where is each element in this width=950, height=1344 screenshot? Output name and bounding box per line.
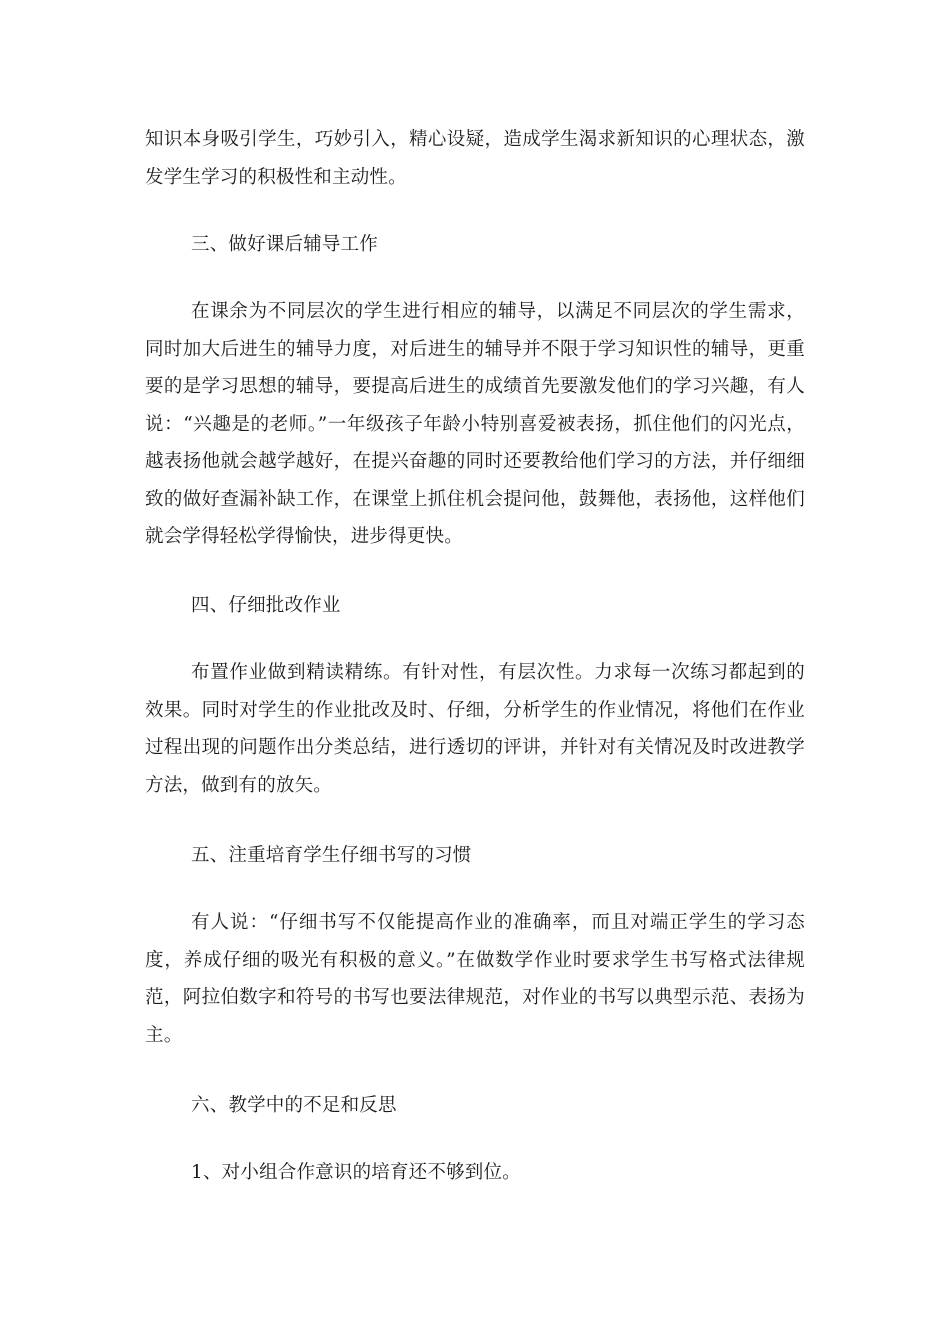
section-heading-6: 六、教学中的不足和反思 (191, 1095, 397, 1116)
paragraph-writing-habits: 有人说：“仔细书写不仅能提高作业的准确率，而且对端正学生的学习态度，养成仔细的吸光有积极的意义。”在做数学作业时要求学生书写格式法律规范，阿拉伯数字和符号的书写也要法律规范，对作业的书写以典型示范、表扬为主。 (145, 912, 805, 1046)
paragraph-continuation: 知识本身吸引学生，巧妙引入，精心设疑，造成学生渴求新知识的心理状态，激发学生学习的积极性和主动性。 (145, 129, 805, 188)
section-heading-5: 五、注重培育学生仔细书写的习惯 (191, 845, 472, 866)
list-item-1: 1、对小组合作意识的培育还不够到位。 (191, 1162, 521, 1183)
section-heading-3: 三、做好课后辅导工作 (191, 234, 379, 255)
paragraph-after-school-tutoring: 在课余为不同层次的学生进行相应的辅导，以满足不同层次的学生需求，同时加大后进生的辅导力度，对后进生的辅导并不限于学习知识性的辅导，更重要的是学习思想的辅导，要提高后进生的成绩首先要激发他们的学习兴趣，有人说：“兴趣是的老师。”一年级孩子年龄小特别喜爱被表扬，抓住他们的闪光点，越表扬他就会越学越好，在提兴奋趣的同时还要教给他们学习的方法，并仔细细致的做好查漏补缺工作，在课堂上抓住机会提问他，鼓舞他，表扬他，这样他们就会学得轻松学得愉快，进步得更快。 (145, 301, 805, 547)
section-heading-4: 四、仔细批改作业 (191, 595, 341, 616)
paragraph-homework-grading: 布置作业做到精读精练。有针对性，有层次性。力求每一次练习都起到的效果。同时对学生的作业批改及时、仔细，分析学生的作业情况，将他们在作业过程出现的问题作出分类总结，进行透切的评讲，并针对有关情况及时改进教学方法，做到有的放矢。 (145, 662, 805, 796)
